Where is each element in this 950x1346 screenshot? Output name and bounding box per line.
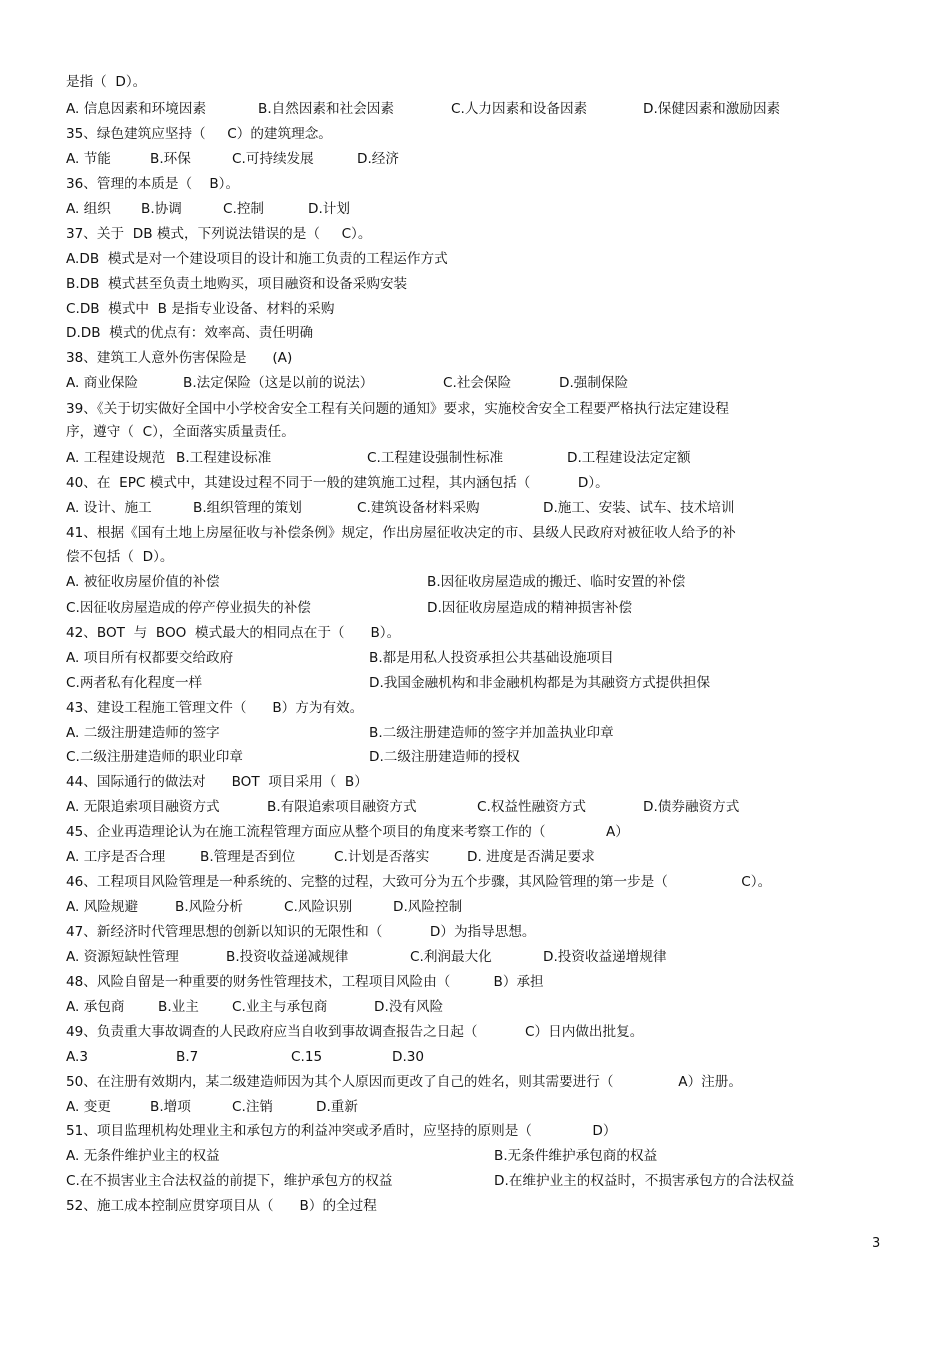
- answer-option: C.注销: [232, 1099, 274, 1115]
- answer-option: D.投资收益递增规律: [543, 949, 667, 965]
- answer-option: C.工程建设强制性标准: [367, 450, 504, 466]
- answer-option: D. 进度是否满足要求: [467, 849, 595, 865]
- answer-option: C.人力因素和设备因素: [451, 101, 588, 117]
- answer-option: B.法定保险（这是以前的说法）: [183, 375, 374, 391]
- answer-option: C.可持续发展: [232, 151, 314, 167]
- answer-option: C.控制: [223, 201, 265, 217]
- question-line: 37、关于 DB 模式，下列说法错误的是（ C）。: [66, 226, 372, 242]
- answer-option: D.30: [392, 1049, 425, 1065]
- answer-option: C.两者私有化程度一样: [66, 675, 203, 691]
- answer-option: A. 节能: [66, 151, 111, 167]
- answer-option: D.二级注册建造师的授权: [369, 749, 520, 765]
- answer-option: C.业主与承包商: [232, 999, 328, 1015]
- answer-option: A.3: [66, 1049, 89, 1065]
- question-line: 51、项目监理机构处理业主和承包方的利益冲突或矛盾时，应坚持的原则是（ D）: [66, 1123, 617, 1139]
- answer-option: C.二级注册建造师的职业印章: [66, 749, 243, 765]
- question-line: 序，遵守（ C），全面落实质量责任。: [66, 424, 295, 440]
- answer-option: D.在维护业主的权益时，不损害承包方的合法权益: [494, 1173, 795, 1189]
- answer-option: D.计划: [308, 201, 350, 217]
- answer-option: D.因征收房屋造成的精神损害补偿: [427, 600, 633, 616]
- answer-option: B.业主: [158, 999, 199, 1015]
- answer-option: D.风险控制: [393, 899, 463, 915]
- answer-option: A. 工程建设规范: [66, 450, 166, 466]
- answer-option: B.7: [176, 1049, 199, 1065]
- answer-option: A. 被征收房屋价值的补偿: [66, 574, 220, 590]
- answer-option: B.风险分析: [175, 899, 244, 915]
- answer-option: B.有限追索项目融资方式: [267, 799, 417, 815]
- question-line: 40、在 EPC 模式中，其建设过程不同于一般的建筑施工过程，其内涵包括（ D）。: [66, 475, 609, 491]
- answer-option: A. 风险规避: [66, 899, 139, 915]
- answer-option: B.组织管理的策划: [193, 500, 302, 516]
- answer-option: D.工程建设法定定额: [567, 450, 691, 466]
- answer-option: C.社会保险: [443, 375, 512, 391]
- question-line: 36、管理的本质是（ B）。: [66, 176, 240, 192]
- question-line: 48、风险自留是一种重要的财务性管理技术，工程项目风险由（ B）承担: [66, 974, 544, 990]
- answer-option: C.利润最大化: [410, 949, 492, 965]
- answer-option: A. 信息因素和环境因素: [66, 101, 207, 117]
- answer-option: B.协调: [141, 201, 182, 217]
- question-line: 49、负责重大事故调查的人民政府应当自收到事故调查报告之日起（ C）日内做出批复。: [66, 1024, 644, 1040]
- answer-option: A. 无限追索项目融资方式: [66, 799, 220, 815]
- answer-option: C.因征收房屋造成的停产停业损失的补偿: [66, 600, 311, 616]
- question-line: 35、绿色建筑应坚持（ C）的建筑理念。: [66, 126, 332, 142]
- question-line: B.DB 模式甚至负责土地购买，项目融资和设备采购安装: [66, 276, 408, 292]
- question-line: 38、建筑工人意外伤害保险是 (A): [66, 350, 293, 366]
- answer-option: D.保健因素和激励因素: [643, 101, 781, 117]
- answer-option: A. 资源短缺性管理: [66, 949, 179, 965]
- answer-option: B.投资收益递减规律: [226, 949, 349, 965]
- question-line: 47、新经济时代管理思想的创新以知识的无限性和（ D）为指导思想。: [66, 924, 536, 940]
- answer-option: D.债券融资方式: [643, 799, 740, 815]
- question-line: 44、国际通行的做法对 BOT 项目采用（ B）: [66, 774, 368, 790]
- answer-option: D.重新: [316, 1099, 358, 1115]
- answer-option: D.经济: [357, 151, 399, 167]
- answer-option: A. 组织: [66, 201, 111, 217]
- question-line: 52、施工成本控制应贯穿项目从（ B）的全过程: [66, 1198, 377, 1214]
- question-line: 41、根据《国有土地上房屋征收与补偿条例》规定，作出房屋征收决定的市、县级人民政府对被征收人给予的补: [66, 525, 736, 541]
- answer-option: B.无条件维护承包商的权益: [494, 1148, 658, 1164]
- answer-option: A. 项目所有权都要交给政府: [66, 650, 234, 666]
- answer-option: B.二级注册建造师的签字并加盖执业印章: [369, 725, 614, 741]
- question-line: A.DB 模式是对一个建设项目的设计和施工负责的工程运作方式: [66, 251, 448, 267]
- question-line: 43、建设工程施工管理文件（ B）方为有效。: [66, 700, 364, 716]
- question-line: 是指（ D）。: [66, 74, 147, 90]
- answer-option: A. 二级注册建造师的签字: [66, 725, 220, 741]
- question-line: C.DB 模式中 B 是指专业设备、材料的采购: [66, 301, 335, 317]
- answer-option: A. 设计、施工: [66, 500, 152, 516]
- answer-option: D.我国金融机构和非金融机构都是为其融资方式提供担保: [369, 675, 711, 691]
- answer-option: C.权益性融资方式: [477, 799, 586, 815]
- answer-option: B.增项: [150, 1099, 191, 1115]
- answer-option: A. 承包商: [66, 999, 125, 1015]
- answer-option: D.没有风险: [374, 999, 444, 1015]
- answer-option: A. 无条件维护业主的权益: [66, 1148, 220, 1164]
- question-line: 偿不包括（ D）。: [66, 549, 174, 565]
- answer-option: C.风险识别: [284, 899, 353, 915]
- answer-option: B.环保: [150, 151, 191, 167]
- answer-option: A. 商业保险: [66, 375, 139, 391]
- question-line: 39、《关于切实做好全国中小学校舍安全工程有关问题的通知》要求，实施校舍安全工程要严格执行法定建设程: [66, 401, 729, 417]
- answer-option: A. 变更: [66, 1099, 111, 1115]
- question-line: 46、工程项目风险管理是一种系统的、完整的过程，大致可分为五个步骤，其风险管理的第一步是（ C）。: [66, 874, 772, 890]
- answer-option: C.计划是否落实: [334, 849, 430, 865]
- question-line: 45、企业再造理论认为在施工流程管理方面应从整个项目的角度来考察工作的（ A）: [66, 824, 629, 840]
- answer-option: D.强制保险: [559, 375, 629, 391]
- answer-option: B.自然因素和社会因素: [258, 101, 394, 117]
- answer-option: B.都是用私人投资承担公共基础设施项目: [369, 650, 614, 666]
- question-line: D.DB 模式的优点有：效率高、责任明确: [66, 325, 314, 341]
- question-line: 50、在注册有效期内，某二级建造师因为其个人原因而更改了自己的姓名，则其需要进行（ A）注册。: [66, 1074, 742, 1090]
- answer-option: C.建筑设备材料采购: [357, 500, 480, 516]
- answer-option: C.15: [291, 1049, 323, 1065]
- answer-option: C.在不损害业主合法权益的前提下，维护承包方的权益: [66, 1173, 393, 1189]
- answer-option: A. 工序是否合理: [66, 849, 166, 865]
- answer-option: B.因征收房屋造成的搬迁、临时安置的补偿: [427, 574, 686, 590]
- answer-option: D.施工、安装、试车、技术培训: [543, 500, 735, 516]
- page-number: 3: [872, 1236, 881, 1251]
- question-line: 42、BOT 与 BOO 模式最大的相同点在于（ B）。: [66, 625, 401, 641]
- answer-option: B.管理是否到位: [200, 849, 296, 865]
- answer-option: B.工程建设标准: [176, 450, 272, 466]
